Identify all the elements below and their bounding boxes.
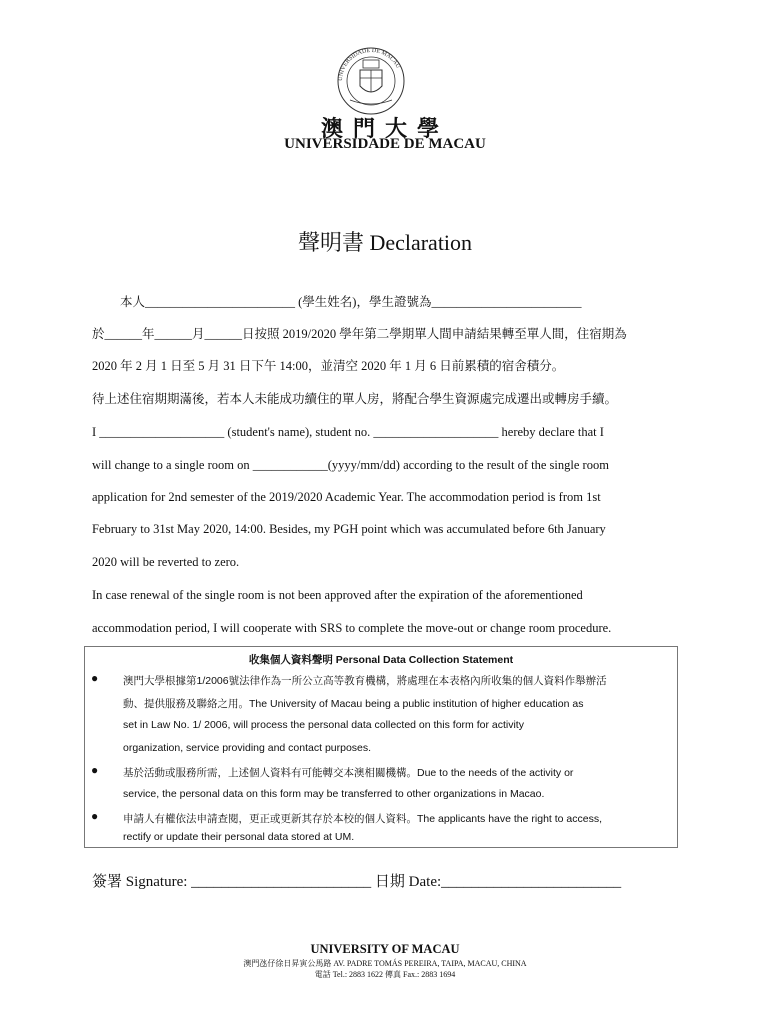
statement-line-2: 動、提供服務及聯絡之用。The University of Macau being a public institution of higher education as (123, 698, 584, 710)
declaration-line-2: 於______年______月______日按照 2019/2020 學年第二學期單人間申請結果轉至單人間，住宿期為 (92, 327, 627, 341)
personal-data-statement-box (84, 646, 678, 848)
university-name-chinese: 澳門大學 (320, 116, 449, 141)
footer-address: 澳門氹仔徐日昇寅公馬路 AV. PADRE TOMÁS PEREIRA, TAIPA, MACAU, CHINA (243, 959, 527, 968)
declaration-line-9: 2020 will be reverted to zero. (92, 555, 240, 569)
bullet-icon: ● (91, 809, 99, 823)
statement-title: 收集個人資料聲明 Personal Data Collection Statement (248, 654, 514, 666)
declaration-line-3: 2020 年 2 月 1 日至 5 月 31 日下午 14:00，並清空 2020 年 1 月 6 日前累積的宿舍積分。 (92, 359, 565, 373)
university-crest-icon (330, 46, 412, 116)
statement-line-3: set in Law No. 1/ 2006, will process the personal data collected on this form for activity (123, 719, 524, 731)
footer-university-name: UNIVERSITY OF MACAU (310, 942, 460, 956)
statement-line-6: service, the personal data on this form may be transferred to other organizations in Macao. (123, 788, 545, 800)
statement-line-7: 申請人有權依法申請查閱，更正或更新其存於本校的個人資料。The applicants have the right to access, (123, 813, 603, 825)
statement-line-1: 澳門大學根據第1/2006號法律作為一所公立高等教育機構，將處理在本表格內所收集的個人資料作舉辦活 (123, 675, 607, 687)
page-title: 聲明書 Declaration (297, 230, 473, 255)
statement-line-8: rectify or update their personal data stored at UM. (123, 831, 355, 843)
svg-text:UNIVERSIDADE DE MACAU: UNIVERSIDADE DE MACAU (337, 47, 401, 82)
statement-line-4: organization, service providing and contact purposes. (123, 742, 372, 754)
statement-line-5: 基於活動或服務所需，上述個人資料有可能轉交本澳相關機構。Due to the needs of the activity or (123, 767, 574, 779)
declaration-line-8: February to 31st May 2020, 14:00. Besides, my PGH point which was accumulated before 6th January (92, 522, 606, 536)
signature-date-line: 簽署 Signature: ________________________ 日期 Date:________________________ (92, 874, 622, 890)
declaration-line-10: In case renewal of the single room is not been approved after the expiration of the aforementioned (92, 588, 583, 602)
declaration-line-5: I ____________________ (student's name), student no. ____________________ hereby declare that I (92, 425, 604, 439)
footer-contact: 電話 Tel.: 2883 1622 傳真 Fax.: 2883 1694 (314, 970, 456, 979)
declaration-line-7: application for 2nd semester of the 2019/2020 Academic Year. The accommodation period is from 1st (92, 490, 601, 504)
declaration-line-4: 待上述住宿期期滿後，若本人未能成功續住的單人房，將配合學生資源處完成遷出或轉房手續。 (92, 392, 618, 406)
bullet-icon: ● (91, 671, 99, 685)
declaration-line-1: 本人________________________ (學生姓名)，學生證號為________________________ (120, 295, 582, 309)
bullet-icon: ● (91, 763, 99, 777)
declaration-line-11: accommodation period, I will cooperate with SRS to complete the move-out or change room procedure. (92, 621, 612, 635)
university-name-portuguese: UNIVERSIDADE DE MACAU (284, 136, 486, 152)
declaration-line-6: will change to a single room on ____________(yyyy/mm/dd) according to the result of the single room (92, 458, 609, 472)
